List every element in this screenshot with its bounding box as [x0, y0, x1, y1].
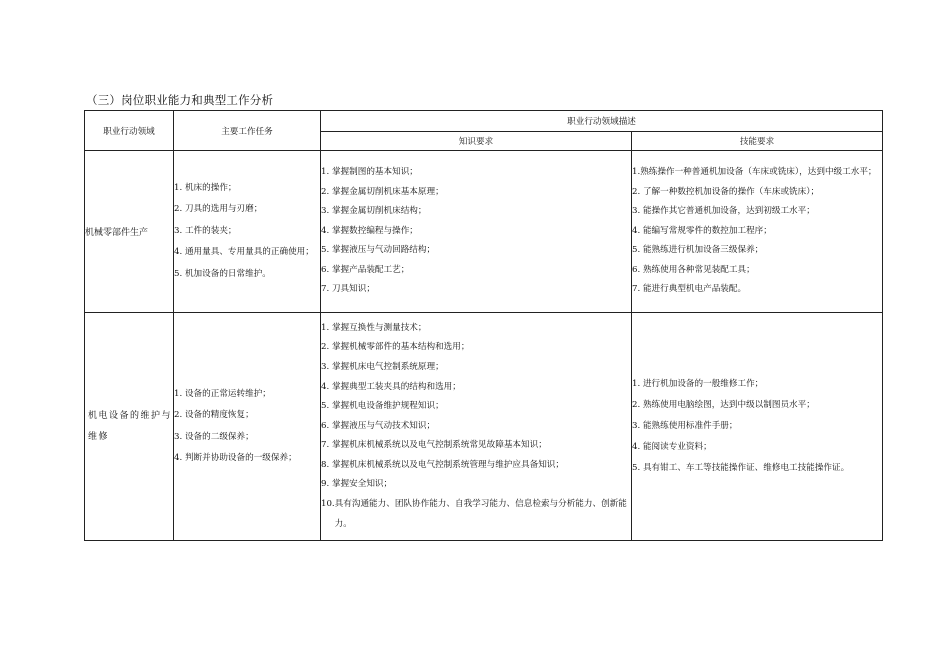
list-item — [321, 378, 631, 398]
list-item-number: 2. — [632, 186, 643, 197]
list-item-number: 2. — [321, 342, 332, 353]
domain-cell: 机械零部件生产 — [85, 151, 174, 313]
skills-cell — [632, 151, 883, 313]
list-item-number: 3. — [321, 206, 332, 217]
list-item-number: 4. — [321, 381, 332, 392]
list-item-text: 刀具知识； — [331, 284, 375, 295]
list-item — [321, 436, 631, 456]
list-item-number: 6. — [632, 264, 643, 275]
list-item — [321, 241, 631, 261]
list-item-text: 能进行典型机电产品装配。 — [642, 284, 747, 295]
list-item-text: 能阅读专业资料； — [642, 442, 712, 452]
list-item — [321, 495, 631, 534]
list-item-text: 掌握典型工装夹具的结构和选用； — [331, 381, 461, 392]
list-item — [632, 437, 882, 458]
list-item-number: 4. — [632, 442, 643, 452]
list-item — [632, 261, 882, 281]
list-item-number: 7. — [321, 440, 332, 451]
tasks-list — [174, 178, 320, 286]
header-skills: 技能要求 — [632, 132, 883, 151]
list-item — [174, 178, 320, 200]
list-item-number: 1. — [174, 182, 185, 193]
list-item — [632, 416, 882, 437]
list-item-text: 具有钳工、车工等技能操作证、维修电工技能操作证。 — [642, 463, 850, 473]
list-item-text: 掌握金属切削机床基本原理； — [331, 186, 444, 197]
list-item-number: 6. — [321, 264, 332, 275]
list-item-text: 熟练使用各种常见装配工具； — [642, 264, 755, 275]
list-item-number: 2. — [632, 400, 643, 410]
list-item-text: 掌握金属切削机床结构； — [331, 206, 427, 217]
list-item — [632, 280, 882, 300]
list-item-number: 3. — [174, 431, 185, 442]
list-item-number: 4. — [174, 453, 185, 463]
list-item-text: 掌握机床机械系统以及电气控制系统常见故障基本知识； — [331, 440, 547, 451]
list-item-text: 通用量具、专用量具的正确使用； — [184, 247, 314, 258]
list-item — [174, 242, 320, 264]
list-item-number: 3. — [174, 225, 185, 236]
list-item-number: 1. — [321, 322, 332, 333]
list-item-text: 判断并协助设备的一级保养； — [184, 453, 297, 463]
list-item-text: 机床的操作； — [184, 182, 237, 193]
header-domain: 职业行动领域 — [85, 111, 174, 151]
list-item-text: 掌握安全知识； — [331, 479, 393, 490]
list-item-number: 1. — [632, 379, 643, 389]
list-item-number: 2. — [321, 186, 332, 197]
list-item-text: 熟练使用电脑绘图，达到中级以制图员水平； — [642, 400, 815, 410]
list-item-number: 9. — [321, 479, 332, 490]
list-item — [321, 358, 631, 378]
list-item-text: 掌握机电设备维护规程知识； — [331, 401, 444, 412]
list-item-number: 3. — [632, 421, 643, 431]
list-item — [632, 202, 882, 222]
list-item — [174, 448, 320, 470]
list-item — [321, 456, 631, 476]
job-analysis-table — [84, 110, 883, 541]
list-item — [321, 319, 631, 339]
list-item-number: 5. — [632, 245, 643, 256]
list-item-number: 2. — [174, 410, 185, 420]
list-item-text: 掌握液压与气动回路结构； — [331, 245, 436, 256]
list-item-number: 5. — [174, 268, 185, 279]
list-item — [321, 222, 631, 242]
header-tasks: 主要工作任务 — [174, 111, 321, 151]
list-item-text: 掌握机床机械系统以及电气控制系统管理与维护应具备知识； — [331, 459, 564, 470]
list-item — [632, 458, 882, 479]
header-description: 职业行动领域描述 — [321, 111, 883, 132]
list-item — [632, 163, 882, 183]
table-row — [85, 151, 883, 313]
list-item-text: 掌握制图的基本知识； — [331, 166, 418, 177]
list-item-text: 掌握液压与气动技术知识； — [331, 420, 436, 431]
list-item-number: 5. — [321, 401, 332, 412]
list-item-number: 1. — [321, 166, 332, 177]
list-item — [632, 374, 882, 395]
list-item — [632, 241, 882, 261]
list-item — [321, 183, 631, 203]
list-item-number: 10. — [321, 499, 335, 510]
list-item-text: 掌握互换性与测量技术； — [331, 322, 427, 333]
section-title: （三）岗位职业能力和典型工作分析 — [86, 93, 274, 107]
list-item-text: 掌握机械零部件的基本结构和选用； — [331, 342, 470, 353]
list-item-text: 掌握机床电气控制系统原理； — [331, 361, 444, 372]
list-item — [174, 264, 320, 286]
list-item-number: 1. — [174, 388, 185, 399]
list-item-text: 设备的精度恢复； — [184, 410, 254, 420]
list-item-text: 设备的二级保养； — [184, 431, 254, 442]
list-item — [632, 222, 882, 242]
list-item-text: 能编写常规零件的数控加工程序； — [642, 225, 772, 236]
list-item-text: 工件的装夹； — [184, 225, 237, 236]
list-item-text: 进行机加设备的一般维修工作； — [642, 379, 764, 389]
header-row-top — [85, 111, 883, 132]
domain-cell: 机电设备的维护与维修 — [85, 313, 174, 541]
list-item — [321, 338, 631, 358]
list-item-number: 7. — [632, 284, 643, 295]
list-item-number: 5. — [321, 245, 332, 256]
list-item-text: 熟练操作一种普通机加设备（车床或铣床），达到中级工水平； — [640, 166, 877, 177]
list-item-text: 掌握产品装配工艺； — [331, 264, 410, 275]
list-item — [321, 202, 631, 222]
list-item — [632, 395, 882, 416]
knowledge-list — [321, 163, 631, 300]
list-item — [321, 417, 631, 437]
list-item-text: 设备的正常运转维护； — [184, 388, 271, 399]
list-item — [321, 475, 631, 495]
list-item — [321, 397, 631, 417]
knowledge-cell — [321, 313, 632, 541]
skills-list — [632, 374, 882, 479]
list-item-text: 掌握数控编程与操作； — [331, 225, 418, 236]
list-item-number: 6. — [321, 420, 332, 431]
list-item-number: 7. — [321, 284, 332, 295]
skills-cell — [632, 313, 883, 541]
list-item — [321, 280, 631, 300]
list-item — [632, 183, 882, 203]
list-item — [174, 221, 320, 243]
table-row — [85, 313, 883, 541]
list-item-number: 2. — [174, 204, 185, 215]
list-item-text: 能操作其它普通机加设备，达到初级工水平； — [642, 206, 815, 217]
knowledge-cell — [321, 151, 632, 313]
list-item-number: 4. — [174, 247, 185, 258]
list-item-number: 5. — [632, 463, 643, 473]
list-item-number: 4. — [632, 225, 643, 236]
list-item — [174, 384, 320, 406]
header-knowledge: 知识要求 — [321, 132, 632, 151]
list-item-text: 机加设备的日常维护。 — [184, 268, 271, 279]
list-item — [174, 427, 320, 449]
list-item — [174, 199, 320, 221]
list-item — [321, 163, 631, 183]
knowledge-list — [321, 319, 631, 535]
list-item-text: 刀具的选用与刃磨； — [184, 204, 263, 215]
list-item-text: 具有沟通能力、团队协作能力、自我学习能力、信息检索与分析能力、创新能力。 — [334, 499, 627, 529]
list-item-number: 1. — [632, 166, 641, 177]
tasks-cell — [174, 151, 321, 313]
list-item-text: 能熟练使用标准件手册； — [642, 421, 738, 431]
list-item-text: 能熟练进行机加设备三级保养； — [642, 245, 764, 256]
list-item — [174, 405, 320, 427]
tasks-cell — [174, 313, 321, 541]
list-item — [321, 261, 631, 281]
tasks-list — [174, 384, 320, 470]
list-item-number: 4. — [321, 225, 332, 236]
list-item-number: 8. — [321, 459, 332, 470]
list-item-text: 了解一种数控机加设备的操作（车床或铣床）； — [642, 186, 820, 197]
skills-list — [632, 163, 882, 300]
list-item-number: 3. — [632, 206, 643, 217]
list-item-number: 3. — [321, 361, 332, 372]
